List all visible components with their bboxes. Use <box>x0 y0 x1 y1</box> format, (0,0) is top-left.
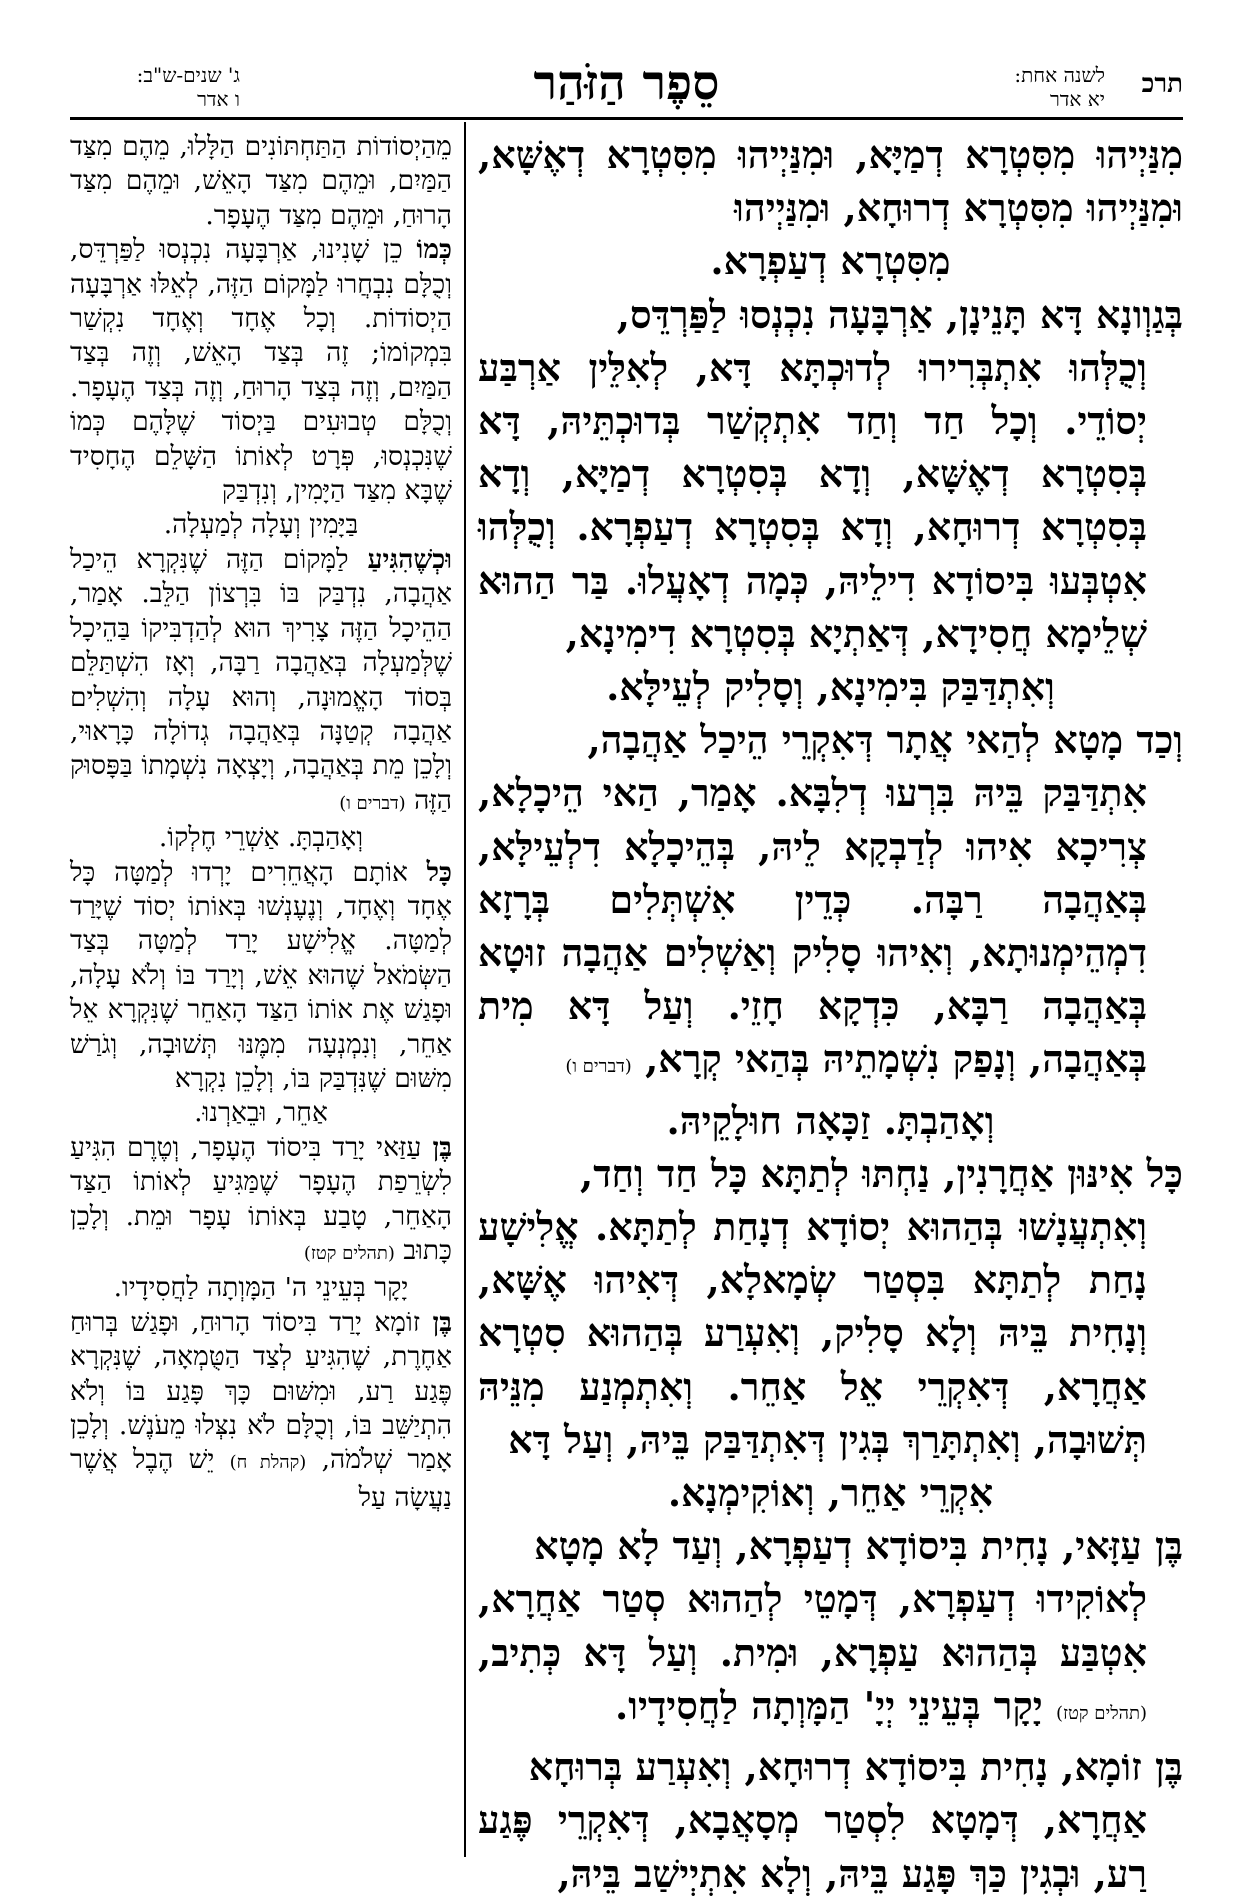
opening-word: בֶּן <box>432 1306 452 1338</box>
opening-word: וּכְשֶׁהִגִּיעַ <box>367 543 452 575</box>
paragraph-body: וְכֻלְּהוּ אִתְבְּרִירוּ לְדוּכְתָּא דָּא, לְאִלֵּין אַרְבַּע יְסוֹדֵי. וְכָל חַד וְחַד אִתְקְשַׁר בְּדוּכְתֵּיהּ, דָּא בְּסִטְרָא דְאֶשָּׁא, וְדָא בְּסִטְרָא דְמַיָּא, וְדָא בְּסִטְרָא דְרוּחָא, וְדָא בְּסִטְרָא דְעַפְרָא. וְכֻלְּהוּ אִטְבְּעוּ בִּיסוֹדָא דִילֵיהּ, כְּמָה דְאָעֲלוּ. בַּר הַהוּא שְׁלֵימָא חֲסִידָא, דְּאַתְיָא בְּסִטְרָא דִימִינָא, <box>478 344 1147 656</box>
text: מָטָא לְהַאי אֲתָר דְּאִקְרֵי הֵיכַל אַהֲבָה, <box>587 717 1124 763</box>
paragraph <box>70 233 452 508</box>
paragraph-end: וְאִתְדַּבַּק בִּימִינָא, וְסָלִיק לְעֵילָּא. <box>606 664 1055 710</box>
text: עַזַּאי יָרַד בִּיסוֹד הֶעָפָר, וְטֶרֶם הִגִּיעַ לִשְׂרֵפַת הֶעָפָר שֶׁמַּגִּיעַ לְאוֹתוֹ הַצַּד הָאַחֵר, טָבַע בְּאוֹתוֹ עָפָר וּמֵת. וְלָכֵן כָּתוּב <box>70 1131 452 1266</box>
text: יָקָר בְּעֵינֵי יְיָ' הַמָּוְתָה לַחֲסִידָיו. <box>615 1682 1043 1728</box>
paragraph-body <box>478 766 1183 1093</box>
opening-word: כְּמוֹ <box>416 234 452 266</box>
header-rule <box>70 117 1183 120</box>
page-number: תרכ <box>1141 69 1183 99</box>
text: מִנַּיְיהוּ מִסִּטְרָא דְמַיָּא, וּמִנַּיְיהוּ מִסִּטְרָא דְאֶשָּׁא, וּמִנַּיְיהוּ מִסִּטְרָא דְרוּחָא, וּמִנַּיְיהוּ <box>478 132 1183 231</box>
text: אוֹתָם הָאֲחֵרִים יָרְדוּ לְמַטָּה כָּל אֶחָד וְאֶחָד, וְנֶעֶנְשׁוּ בְּאוֹתוֹ יְסוֹד שֶׁיָּרַד לְמַטָּה. אֱלִישָׁע יָרַד לְמַטָּה בְּצַד הַשְּׂמֹאל שֶׁהוּא אֵשׁ, וְיָרַד בּוֹ וְלֹא עָלָה, וּפָגַשׁ אֶת אוֹתוֹ הַצַּד הָאַחֵר שֶׁנִּקְרָא אֵל אַחֵר, וְנִמְנְעָה מִמֶּנּוּ תְּשׁוּבָה, וְגֹרַשׁ מִשּׁוּם שֶׁנִּדְבַּק בּוֹ, וְלָכֵן נִקְרָא <box>70 856 452 1094</box>
book-title: סֵפֶר הַזֹּהַר <box>533 55 720 111</box>
opening-word: בֶּן <box>432 1131 452 1163</box>
text: לַמָּקוֹם הַזֶּה שֶׁנִּקְרָא הֵיכַל אַהֲבָה, נִדְבַּק בּוֹ בִּרְצוֹן הַלֵּב. אָמַר, הַהֵיכָל הַזֶּה צָרִיךְ הוּא לְהַדְבִּיקוֹ בַּהֵיכָל שֶׁלְּמַעְלָה בְּאַהֲבָה רַבָּה, וְאָז הִשְׁתַּלֵּם בְּסוֹד הָאֱמוּנָה, וְהוּא עָלָה וְהִשְׁלִים אַהֲבָה קְטַנָּה בְּאַהֲבָה גְדוֹלָה כָּרָאוּי, וְלָכֵן מֵת בְּאַהֲבָה, וְיָצְאָה נִשְׁמָתוֹ בַּפָּסוּק הַזֶּה <box>70 543 452 816</box>
opening-word: בְּגַוְונָא <box>1095 291 1183 337</box>
opening-word: כָּל <box>1146 1150 1183 1196</box>
paragraph-body: וְאִתְעֲנָשׁוּ בְּהַהוּא יְסוֹדָא דְנָחַת לְתַתָּא. אֱלִישָׁע נָחַת לְתַתָּא בִּסְטַר שְׂמָאלָא, דְּאִיהוּ אֶשָּׁא, וְנָחִית בֵּיהּ וְלָא סָלִיק, וְאִעְרַע בְּהַהוּא סִטְרָא אַחֲרָא, דְּאִקְרֵי אֵל אַחֵר. וְאִתְמְנַע מִנֵּיהּ תְּשׁוּבָה, וְאִתְתָּרַךְ בְּגִין דְּאִתְדַּבַּק בֵּיהּ, וְעַל דָּא <box>478 1204 1147 1462</box>
verse-reference: (קהלת ח) <box>229 1452 307 1474</box>
page-header <box>70 55 1183 115</box>
paragraph-body <box>478 1572 1183 1740</box>
opening-word: וְכַד <box>1136 717 1183 763</box>
paragraph <box>70 1131 452 1272</box>
paragraph: מֵהַיְסוֹדוֹת הַתַּחְתּוֹנִים הַלָּלוּ, מֵהֶם מִצַּד הַמַּיִם, וּמֵהֶם מִצַּד הָאֵשׁ, וּמֵהֶם מִצַּד הָרוּחַ, וּמֵהֶם מִצַּד הֶעָפָר. <box>70 131 452 231</box>
paragraph-end: אִקְרֵי אַחֵר, וְאוֹקִימְנָא. <box>667 1470 994 1516</box>
verse-reference: (תהלים קטז) <box>303 1243 395 1264</box>
paragraph <box>70 543 452 821</box>
paragraph-body: אַחֲרָא, דְּמָטָא לִסְטַר מְסָאֲבָא, דְּאִקְרֵי פֶּגַע רַע, וּבְגִין כַּךְ פָּגַע בֵּיהּ, וְלָא אִתְיְישַׁב בֵּיהּ, <box>478 1797 1147 1896</box>
schedule-date: יא אדר <box>1049 87 1105 111</box>
paragraph <box>478 1147 1183 1200</box>
verse-reference: (תהלים קטז) <box>1056 1702 1147 1724</box>
paragraph-end: בַּיָּמִין וְעָלָה לְמַעְלָה. <box>163 509 359 541</box>
paragraph <box>478 288 1183 341</box>
paragraph <box>478 1740 1183 1793</box>
paragraph-end: וְאָהַבְתָּ. אַשְׁרֵי חֶלְקוֹ. <box>158 822 364 854</box>
verse-reference: (דברים ו) <box>565 1056 632 1078</box>
text: לְאוֹקִידוּ דְעַפְרָא, דְּמָטֵי לְהַהוּא סְטַר אַחֲרָא, אִטְבַּע בְּהַהוּא עַפְרָא, וּמִית. וְעַל דָּא כְּתִיב, <box>478 1576 1147 1675</box>
text: דָּא תָּנֵינָן, אַרְבָּעָה נִכְנְסוּ לַפַּרְדֵּס, <box>616 291 1083 337</box>
reading-schedule-one-year <box>935 63 1105 111</box>
text: יֵשׁ הֶבֶל אֲשֶׁר נַעֲשָׂה עַל <box>70 1444 452 1513</box>
paragraph <box>478 128 1183 234</box>
text: אִתְדַּבַּק בֵּיהּ בִּרְעוּ דְלִבָּא. אָמַר, הַאי הֵיכָלָא, צְרִיכָא אִיהוּ לְדַבְקָא לֵיהּ, בְּהֵיכָלָא דִלְעֵילָּא, בְּאַהֲבָה רַבָּה. כְּדֵין אִשְׁתְּלִים בְּרָזָא דִמְהֵימְנוּתָא, וְאִיהוּ סָלִיק וְאַשְׁלִים אַהֲבָה זוּטָא בְּאַהֲבָה רַבָּא, כִּדְקָא חָזֵי. וְעַל דָּא מִית בְּאַהֲבָה, וְנָפַק נִשְׁמָתֵיהּ בְּהַאי קְרָא, <box>478 770 1147 1082</box>
paragraph-end: יָקָר בְּעֵינֵי ה' הַמָּוְתָה לַחֲסִידָיו. <box>113 1272 409 1304</box>
paragraph-end: אַחֵר, וּבֵאַרְנוּ. <box>194 1097 328 1129</box>
opening-word: בֶּן <box>1155 1744 1183 1790</box>
paragraph <box>70 856 452 1097</box>
text: זוֹמָא יָרַד בִּיסוֹד הָרוּחַ, וּפָגַשׁ בְּרוּחַ אַחֶרֶת, שֶׁהִגִּיעַ לְצַד הַטֻּמְאָה, שֶׁנִּקְרָא פֶּגַע רַע, וּמִשּׁוּם כָּךְ פָּגַע בּוֹ וְלֹא הִתְיַשֵּׁב בּוֹ, וְכֻלָּם לֹא נִצְּלוּ מֵעֹנֶשׁ. וְלָכֵן אָמַר שְׁלֹמֹה, <box>70 1306 452 1476</box>
aramaic-column <box>478 128 1183 1900</box>
opening-word: כָּל <box>426 856 452 888</box>
paragraph <box>478 1519 1183 1572</box>
verse-reference: (דברים ו) <box>339 792 406 814</box>
paragraph <box>478 713 1183 766</box>
text: זוֹמָא, נָחִית בִּיסוֹדָא דְרוּחָא, וְאִעְרַע בְּרוּחָא <box>528 1744 1142 1790</box>
schedule-date: ו אדר <box>197 87 240 111</box>
text: אִינּוּן אַחֲרָנִין, נַחְתּוּ לְתַתָּא כָּל חַד וְחַד, <box>580 1150 1134 1196</box>
schedule-label: לשנה אחת: <box>1014 63 1105 87</box>
text: כֵן שָׁנִינוּ, אַרְבָּעָה נִכְנְסוּ לַפַּרְדֵּס, וְכֻלָּם נִבְחֲרוּ לַמָּקוֹם הַזֶּה, לְאֵלּוּ אַרְבָּעָה הַיְסוֹדוֹת. וְכָל אֶחָד וְאֶחָד נִקְשַׁר בִּמְקוֹמוֹ; זֶה בְּצַד הָאֵשׁ, וְזֶה בְּצַד הַמַּיִם, וְזֶה בְּצַד הָרוּחַ, וְזֶה בְּצַד הֶעָפָר. וְכֻלָּם טְבוּעִים בַּיְסוֹד שֶׁלָּהֶם כְּמוֹ שֶׁנִּכְנְסוּ, פְּרָט לְאוֹתוֹ הַשָּׁלֵם הֶחָסִיד שֶׁבָּא מִצַּד הַיָּמִין, וְנִדְבַּק <box>70 234 452 507</box>
reading-schedule-three-years <box>70 63 240 111</box>
opening-word: בֶּן <box>1155 1523 1183 1569</box>
paragraph-end: מִסִּטְרָא דְעַפְרָא. <box>710 238 951 284</box>
schedule-label: ג' שנים-ש"ב: <box>136 63 240 87</box>
column-divider <box>464 122 466 1857</box>
text: עַזָּאי, נָחִית בִּיסוֹדָא דְעַפְרָא, וְעַד לָא מָטָא <box>534 1523 1142 1569</box>
hebrew-translation-column <box>70 130 452 1515</box>
paragraph-end: וְאָהַבְתָּ. זַכָּאָה חוּלָקֵיהּ. <box>666 1097 995 1143</box>
paragraph <box>70 1306 452 1515</box>
